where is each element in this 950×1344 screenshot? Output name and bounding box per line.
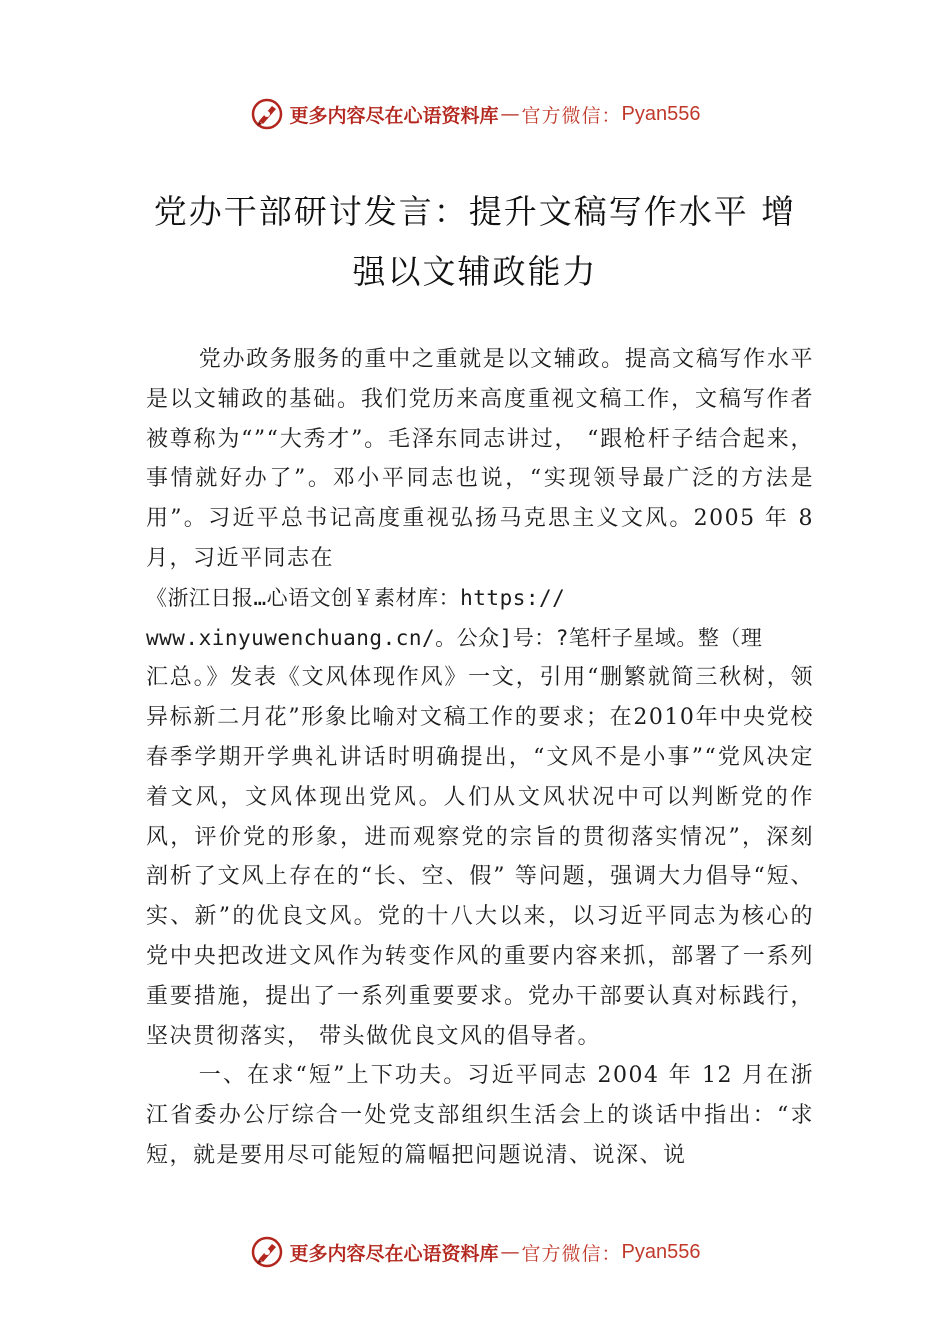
banner-dash: — — [500, 1241, 520, 1263]
document-body — [146, 340, 814, 1176]
banner-wechat-label: 官方微信： — [521, 104, 622, 127]
header-banner — [0, 92, 950, 136]
paragraph-1-source-line: 《浙江日报…心语文创￥素材库：https:// — [146, 585, 566, 610]
footer-banner — [0, 1230, 950, 1274]
paragraph-2: 一、在求“短”上下功夫。习近平同志 2004 年 12 月在浙江省委办公厅综合一处党支部组织生活会上的谈话中指出：“求短，就是要用尽可能短的篇幅把问题说清、说深、说 — [146, 1063, 814, 1168]
banner-brand-text: 更多内容尽在心语资料库 — [289, 1242, 499, 1265]
title-line-1: 党办干部研讨发言：提升文稿写作水平 增 — [153, 192, 797, 231]
banner-wechat-id: Pyan556 — [621, 102, 701, 125]
paragraph-1: 党办政务服务的重中之重就是以文辅政。提高文稿写作水平是以文辅政的基础。我们党历来高度重视文稿工作，文稿写作者被尊称为“”“大秀才”。毛泽东同志讲过， “跟枪杆子结合起来，事情就好办了”。邓小平同志也说，“实现领导最广泛的方法是用”。习近平总书记高度重视弘扬马克思主义文风。2005 年 8 月，习近平同志在 — [146, 347, 814, 571]
title-line-2: 强以文辅政能力 — [352, 252, 598, 291]
banner-wechat-label: 官方微信： — [521, 1242, 622, 1265]
paragraph-1-continued: 汇总。》发表《文风体现作风》一文，引用“删繁就简三秋树，领异标新二月花”形象比喻对文稿工作的要求；在2010年中央党校春季学期开学典礼讲话时明确提出，“文风不是小事”“党风决定着文风，文风体现出党风。人们从文风状况中可以判断党的作风，评价党的形象，进而观察党的宗旨的贯彻落实情况”，深刻剖析了文风上存在的“长、空、假” 等问题，强调大力倡导“短、实、新”的优良文风。党的十八大以来，以习近平同志为核心的党中央把改进文风作为转变作风的重要内容来抓，部署了一系列重要措施，提出了一系列重要要求。党办干部要认真对标践行，坚决贯彻落实， 带头做优良文风的倡导者。 — [146, 665, 814, 1049]
banner-dash: — — [500, 103, 520, 125]
brand-logo-icon — [250, 1235, 284, 1269]
paragraph-1-url-line: www.xinyuwenchuang.cn/。公众]号：?笔杆子星域。整（理 — [146, 625, 763, 650]
document-title — [120, 182, 830, 302]
banner-brand-text: 更多内容尽在心语资料库 — [289, 104, 499, 127]
banner-wechat-id: Pyan556 — [621, 1240, 701, 1263]
brand-logo-icon — [250, 97, 284, 131]
